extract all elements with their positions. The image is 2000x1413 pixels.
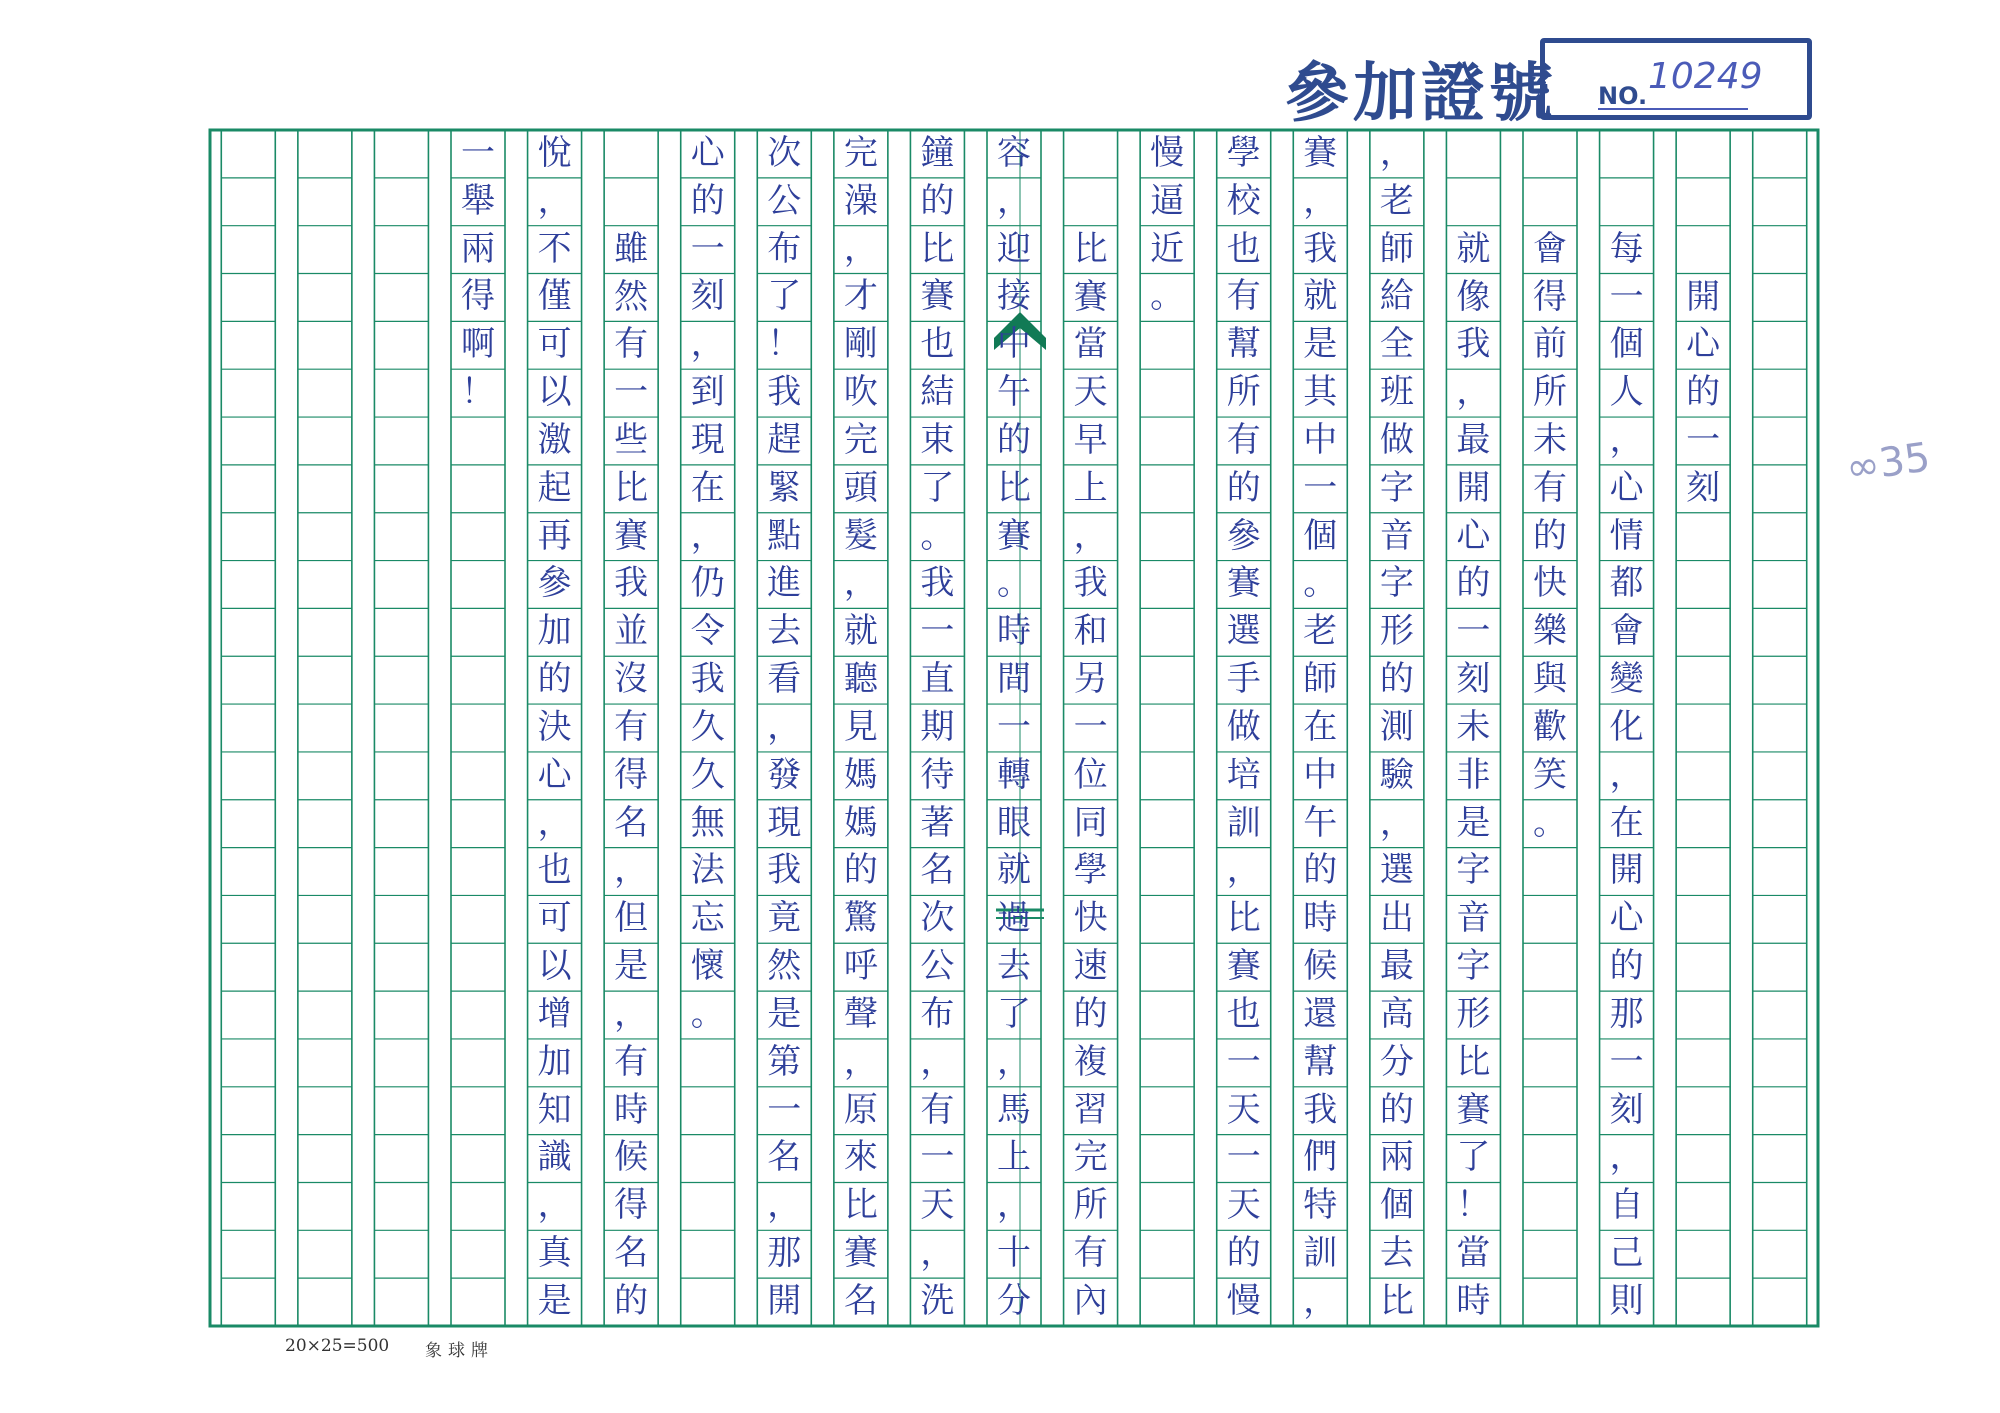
entry-number-underline	[1598, 108, 1748, 110]
essay-column: 一 舉 兩 得 啊 ！	[461, 133, 495, 413]
essay-column: 心 的 一 刻 ， 到 現 在 ， 仍 令 我 久 久 無 法 忘 懷 。	[690, 133, 725, 1034]
entry-number-title: 參加證號	[1285, 57, 1557, 131]
footer-brand: 象球牌	[425, 1341, 494, 1361]
essay-column: 賽 ， 我 就 是 其 中 一 個 。 老 師 在 中 午 的 時 候 還 幫 我 們 特 訓 ，	[1303, 133, 1338, 1321]
margin-mark: ∞35	[1843, 434, 1934, 492]
essay-column: 悅 ， 不 僅 可 以 激 起 再 參 加 的 決 心 ， 也 可 以 增 加 知 識 ， 真 是	[537, 133, 572, 1321]
essay-column: 比 賽 當 天 早 上 ， 我 和 另 一 位 同 學 快 速 的 複 習 完 所 有 內	[1073, 228, 1108, 1321]
essay-column: 慢 逼 近 。	[1150, 133, 1185, 317]
essay-column: 就 像 我 ， 最 開 心 的 一 刻 未 非 是 字 音 字 形 比 賽 了 ！ 當 時	[1456, 228, 1491, 1321]
essay-column: 學 校 也 有 幫 所 有 的 參 賽 選 手 做 培 訓 ， 比 賽 也 一 天 一 天 的 慢	[1226, 133, 1261, 1321]
entry-number-value: 10249	[1648, 56, 1763, 97]
essay-column: 完 澡 ， 才 剛 吹 完 頭 髮 ， 就 聽 見 媽 媽 的 驚 呼 聲 ， 原 來 比 賽 名	[843, 133, 878, 1321]
essay-column: 會 得 前 所 未 有 的 快 樂 與 歡 笑 。	[1533, 228, 1567, 843]
essay-column: 鐘 的 比 賽 也 結 束 了 。 我 一 直 期 待 著 名 次 公 布 ， 有 一 天 ， 洗	[920, 133, 955, 1321]
essay-column: 每 一 個 人 ， 心 情 都 會 變 化 ， 在 開 心 的 那 一 刻 ， 自 己 則	[1609, 228, 1644, 1321]
footer-grid-size: 20×25=500	[285, 1336, 390, 1356]
entry-number-label: NO.	[1598, 82, 1648, 110]
essay-column: 次 公 布 了 ！ 我 趕 緊 點 進 去 看 ， 發 現 我 竟 然 是 第 一 名 ， 那 開	[767, 133, 802, 1321]
essay-title: 開 心 的 一 刻	[1686, 276, 1721, 508]
essay-column: 雖 然 有 一 些 比 賽 我 並 沒 有 得 名 ， 但 是 ， 有 時 候 得 名 的	[614, 228, 649, 1321]
essay-column: ， 老 師 給 全 班 做 字 音 字 形 的 測 驗 ， 選 出 最 高 分 的 兩 個 去 比	[1379, 133, 1414, 1321]
essay-column: 容 ， 迎 接 中 午 的 比 賽 。 時 間 一 轉 眼 就 過 去 了 ， 馬 上 ， 十 分	[997, 133, 1031, 1321]
